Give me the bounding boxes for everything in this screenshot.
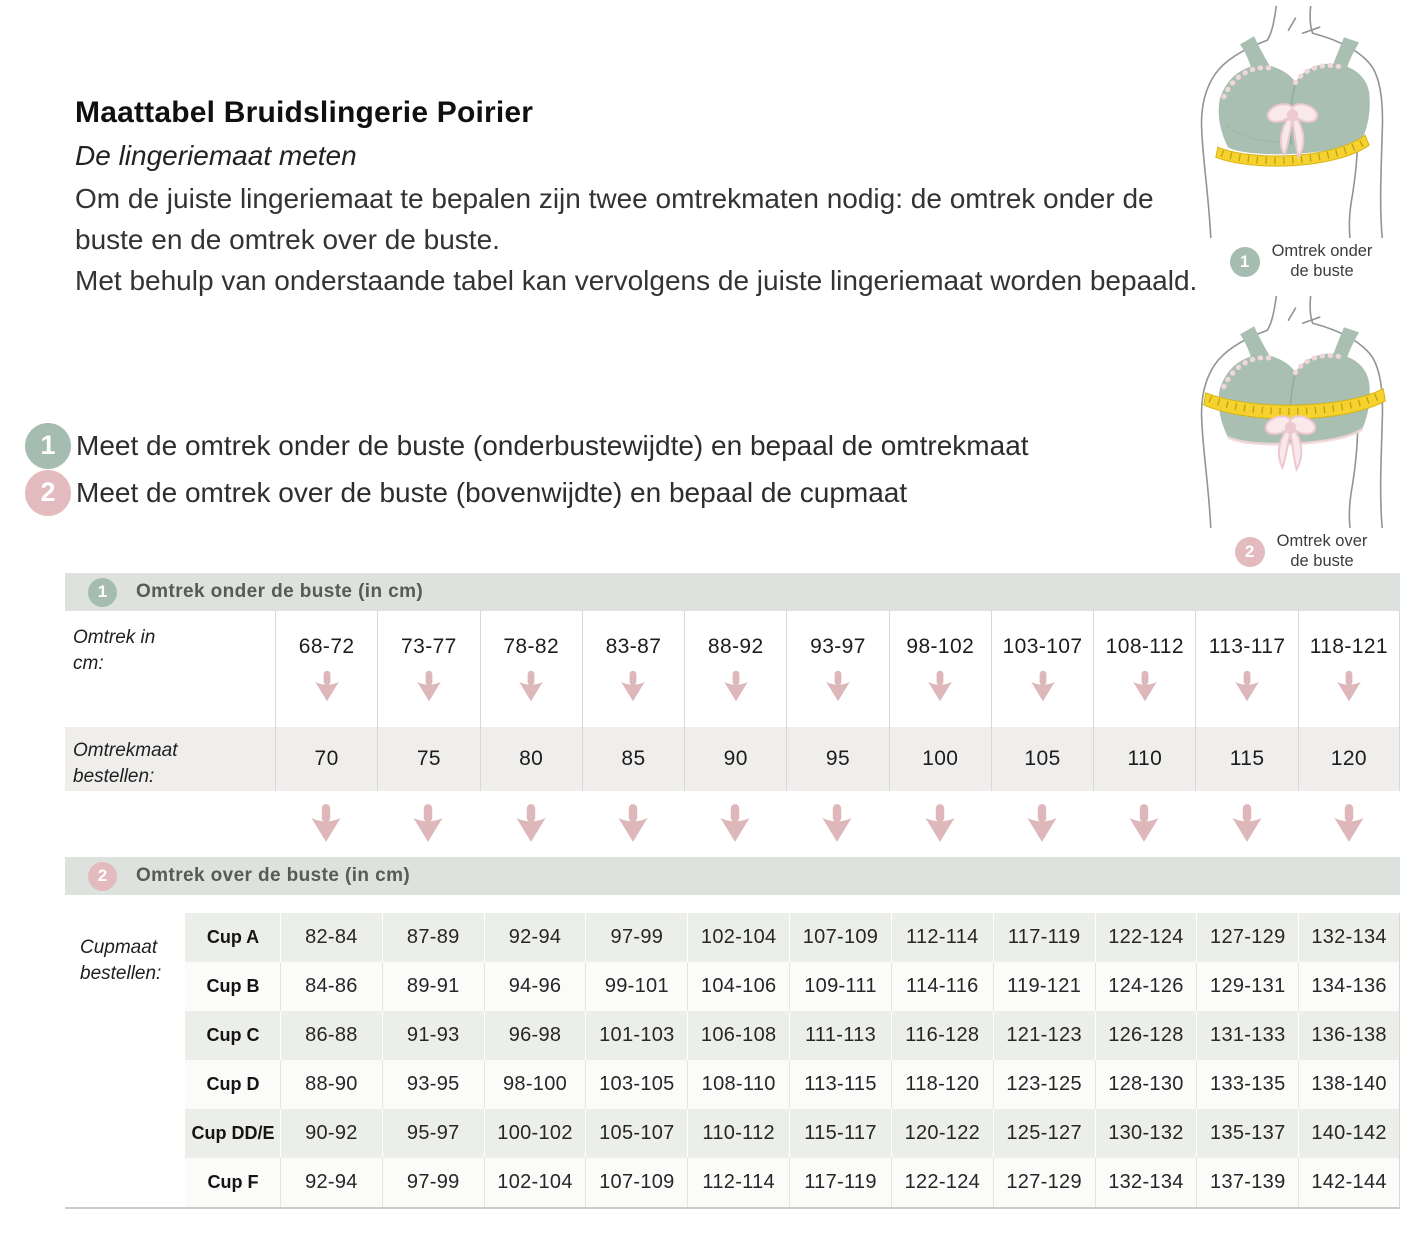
cup-range-value: 105-107 (599, 1122, 675, 1144)
cup-range-cell (585, 913, 687, 962)
underbust-range-cell (377, 611, 479, 727)
cup-range-cell (891, 1011, 993, 1060)
down-arrow-icon (414, 669, 444, 703)
order-size-cell (889, 727, 991, 791)
range-value: 88-92 (707, 635, 764, 658)
cup-range-cell (687, 1109, 789, 1158)
down-arrow-icon (721, 669, 751, 703)
cup-range-cell (789, 1158, 891, 1207)
cup-range-cell (789, 1011, 891, 1060)
cup-range-value: 117-119 (804, 1171, 877, 1193)
arrow-row (65, 791, 1400, 857)
page-subtitle: De lingeriemaat meten (75, 140, 357, 171)
range-value: 78-82 (503, 635, 560, 658)
cup-range-value: 129-131 (1210, 975, 1286, 997)
underbust-range-cell (684, 611, 786, 727)
down-arrow-icon (513, 802, 549, 844)
cup-range-cell (1196, 1011, 1298, 1060)
cup-range-value: 109-111 (804, 975, 877, 997)
down-arrow-icon (922, 802, 958, 844)
cup-range-value: 98-100 (503, 1073, 568, 1095)
cup-name-cell (185, 1109, 280, 1158)
underbust-range-cell (889, 611, 991, 727)
cup-range-value: 103-105 (599, 1073, 675, 1095)
cup-range-value: 115-117 (804, 1122, 877, 1144)
cup-range-value: 108-110 (701, 1073, 776, 1095)
cup-range-cell (585, 962, 687, 1011)
cup-range-cell (484, 962, 586, 1011)
cup-name: Cup C (206, 1025, 260, 1045)
cup-name: Cup D (206, 1074, 260, 1094)
cup-range-cell (1095, 962, 1197, 1011)
order-size-cell (1195, 727, 1297, 791)
arrow-cell (377, 791, 479, 857)
cup-range-cell (1298, 1158, 1400, 1207)
cup-range-value: 88-90 (305, 1073, 358, 1095)
down-arrow-icon (1130, 669, 1160, 703)
cup-range-cell (993, 1109, 1095, 1158)
cup-range-cell (687, 962, 789, 1011)
cup-range-cell (1196, 1109, 1298, 1158)
arrow-cell (480, 791, 582, 857)
cup-range-cell (1298, 1109, 1400, 1158)
cup-range-cell (687, 913, 789, 962)
cup-range-cell (484, 913, 586, 962)
cup-range-cell (280, 913, 382, 962)
cup-row (185, 962, 1400, 1011)
order-size-value: 95 (825, 747, 851, 770)
cup-range-value: 126-128 (1108, 1024, 1184, 1046)
cup-range-value: 97-99 (610, 926, 664, 948)
cup-range-value: 134-136 (1311, 975, 1387, 997)
cup-range-value: 131-133 (1210, 1024, 1286, 1046)
cup-range-value: 137-139 (1210, 1171, 1286, 1193)
cup-range-cell (484, 1011, 586, 1060)
intro-paragraph-2: Met behulp van onderstaande tabel kan vervolgens de juiste lingeriemaat worden bepaald. (75, 265, 1198, 297)
cup-range-cell (1095, 1109, 1197, 1158)
arrow-cell (1298, 791, 1400, 857)
cup-range-cell (1196, 962, 1298, 1011)
instruction-step-2 (25, 469, 1029, 516)
cup-range-value: 112-114 (702, 1171, 775, 1193)
order-size-value: 105 (1024, 747, 1061, 770)
cup-range-value: 97-99 (406, 1171, 460, 1193)
down-arrow-icon (1024, 802, 1060, 844)
cup-range-value: 100-102 (497, 1122, 573, 1144)
underbust-range-cell (786, 611, 888, 727)
cup-range-value: 111-113 (804, 1024, 877, 1046)
cup-range-cell (1196, 1060, 1298, 1109)
cup-range-cell (891, 1109, 993, 1158)
cup-range-cell (1095, 1011, 1197, 1060)
underbust-range-cell (991, 611, 1093, 727)
cup-name-cell (185, 1158, 280, 1207)
cup-name-cell (185, 913, 280, 962)
cup-range-value: 121-123 (1006, 1024, 1082, 1046)
down-arrow-icon (1334, 669, 1364, 703)
cup-range-value: 102-104 (497, 1171, 573, 1193)
cup-range-cell (993, 1158, 1095, 1207)
cup-range-value: 93-95 (406, 1073, 460, 1095)
underbust-range-cell (1093, 611, 1195, 727)
cup-name-cell (185, 962, 280, 1011)
cup-range-value: 86-88 (305, 1024, 358, 1046)
cup-range-cell (1196, 1158, 1298, 1207)
figure-over-bust (1190, 296, 1412, 572)
cup-range-value: 128-130 (1108, 1073, 1184, 1095)
order-size-value: 75 (416, 747, 441, 770)
order-size-cell (275, 727, 377, 791)
order-size-cell (991, 727, 1093, 791)
down-arrow-icon (1229, 802, 1265, 844)
section-1-header (65, 573, 1400, 611)
arrow-cell (991, 791, 1093, 857)
range-value: 113-117 (1208, 635, 1286, 658)
cup-name: Cup F (207, 1172, 259, 1192)
underbust-range-cell (275, 611, 377, 727)
order-size-cell (786, 727, 888, 791)
cup-range-value: 136-138 (1311, 1024, 1387, 1046)
cup-range-value: 84-86 (305, 975, 358, 997)
section-1-badge: 1 (88, 578, 117, 607)
underbust-range-cell (582, 611, 684, 727)
cup-name-cell (185, 1011, 280, 1060)
range-value: 73-77 (401, 635, 457, 658)
arrow-cell (786, 791, 888, 857)
cup-range-value: 119-121 (1007, 975, 1082, 997)
order-size-cell (684, 727, 786, 791)
cup-range-value: 104-106 (700, 975, 777, 997)
down-arrow-icon (819, 802, 855, 844)
cup-range-cell (993, 913, 1095, 962)
cup-range-value: 127-129 (1210, 926, 1286, 948)
figure-2-caption-text: Omtrek over de buste (1276, 532, 1368, 570)
range-value: 98-102 (906, 635, 975, 658)
cup-range-cell (891, 1158, 993, 1207)
cup-range-value: 102-104 (700, 926, 777, 948)
cup-range-value: 122-124 (1108, 926, 1184, 948)
cup-range-value: 125-127 (1006, 1122, 1082, 1144)
cup-range-value: 124-126 (1108, 975, 1184, 997)
cup-range-cell (585, 1060, 687, 1109)
cup-range-cell (382, 1109, 484, 1158)
cup-range-value: 107-109 (599, 1171, 675, 1193)
instruction-list (25, 422, 1029, 516)
cup-range-value: 118-120 (905, 1073, 980, 1095)
step-1-badge: 1 (25, 423, 71, 469)
arrow-cell (582, 791, 684, 857)
step-2-text: Meet de omtrek over de buste (bovenwijdte) en bepaal de cupmaat (76, 476, 908, 508)
figure-under-bust (1190, 6, 1412, 282)
order-size-value: 90 (723, 747, 748, 770)
cup-range-cell (1298, 962, 1400, 1011)
cup-row (185, 1109, 1400, 1158)
order-size-value: 120 (1330, 747, 1367, 770)
cup-range-value: 91-93 (406, 1024, 460, 1046)
cup-range-cell (1298, 1060, 1400, 1109)
range-value: 93-97 (810, 635, 866, 658)
cup-range-cell (1196, 913, 1298, 962)
down-arrow-icon (312, 669, 342, 703)
cup-range-value: 110-112 (702, 1122, 775, 1144)
cup-range-value: 116-128 (905, 1024, 980, 1046)
cup-row (185, 1060, 1400, 1109)
cup-name-cell (185, 1060, 280, 1109)
cup-range-cell (789, 962, 891, 1011)
cup-range-value: 107-109 (802, 926, 879, 948)
down-arrow-icon (615, 802, 651, 844)
down-arrow-icon (1126, 802, 1162, 844)
cup-name: Cup A (206, 927, 260, 947)
down-arrow-icon (410, 802, 446, 844)
cup-range-value: 135-137 (1210, 1122, 1286, 1144)
cup-range-cell (687, 1158, 789, 1207)
cup-range-cell (585, 1011, 687, 1060)
cup-range-cell (382, 1011, 484, 1060)
order-size-value: 110 (1127, 747, 1163, 770)
cup-range-cell (382, 913, 484, 962)
cup-row (185, 913, 1400, 962)
size-table (65, 573, 1400, 1209)
underbust-range-cell (1195, 611, 1297, 727)
cup-row (185, 1011, 1400, 1060)
cup-name: Cup B (206, 976, 260, 996)
order-size-row (65, 727, 1400, 791)
range-value: 68-72 (298, 635, 355, 658)
figure-2-badge: 2 (1235, 537, 1265, 567)
order-size-cell (480, 727, 582, 791)
cup-range-value: 101-103 (599, 1024, 675, 1046)
cup-range-value: 123-125 (1006, 1073, 1082, 1095)
order-size-value: 100 (922, 747, 959, 770)
cup-range-cell (687, 1060, 789, 1109)
cup-range-value: 95-97 (406, 1122, 460, 1144)
cup-range-cell (687, 1011, 789, 1060)
cup-range-cell (382, 1060, 484, 1109)
order-size-label: Omtrekmaat bestellen: (73, 740, 178, 787)
figure-1-badge: 1 (1230, 247, 1260, 277)
cup-range-value: 96-98 (508, 1024, 562, 1046)
order-size-value: 70 (314, 747, 339, 770)
order-size-cell (582, 727, 684, 791)
section-2-header (65, 857, 1400, 895)
cup-range-cell (993, 962, 1095, 1011)
cup-range-cell (1095, 1060, 1197, 1109)
cup-range-value: 90-92 (305, 1122, 358, 1144)
cup-range-cell (484, 1109, 586, 1158)
cup-range-cell (280, 962, 382, 1011)
range-value: 108-112 (1105, 635, 1184, 658)
cup-range-value: 132-134 (1108, 1171, 1184, 1193)
cup-range-cell (280, 1158, 382, 1207)
underbust-range-cell (1298, 611, 1400, 727)
figure-1-caption (1190, 242, 1412, 282)
arrow-row-spacer (65, 791, 275, 857)
down-arrow-icon (925, 669, 955, 703)
arrow-cell (684, 791, 786, 857)
cup-range-value: 92-94 (305, 1171, 358, 1193)
cup-range-cell (891, 913, 993, 962)
cup-range-value: 89-91 (406, 975, 460, 997)
cup-range-value: 142-144 (1311, 1171, 1387, 1193)
cup-range-cell (789, 1060, 891, 1109)
order-size-value: 115 (1229, 747, 1265, 770)
down-arrow-icon (618, 669, 648, 703)
range-value: 103-107 (1002, 635, 1083, 658)
cup-range-value: 122-124 (904, 1171, 981, 1193)
cup-range-value: 132-134 (1311, 926, 1387, 948)
cup-range-cell (382, 1158, 484, 1207)
cup-range-value: 140-142 (1311, 1122, 1387, 1144)
cup-range-cell (382, 962, 484, 1011)
cup-range-cell (789, 1109, 891, 1158)
order-size-cell (377, 727, 479, 791)
cup-name: Cup DD/E (191, 1123, 275, 1143)
cup-range-value: 120-122 (904, 1122, 981, 1144)
cup-range-value: 92-94 (508, 926, 562, 948)
section-2-badge: 2 (88, 862, 117, 891)
cup-range-cell (585, 1158, 687, 1207)
step-2-badge: 2 (25, 470, 71, 516)
order-size-cell (1093, 727, 1195, 791)
intro-paragraph-1: Om de juiste lingeriemaat te bepalen zijn twee omtrekmaten nodig: de omtrek onder de buste en de omtrek over de buste. (75, 183, 1154, 256)
step-1-text: Meet de omtrek onder de buste (onderbustewijdte) en bepaal de omtrekmaat (76, 429, 1029, 461)
cup-range-cell (280, 1011, 382, 1060)
down-arrow-icon (1232, 669, 1262, 703)
order-size-cell (1298, 727, 1400, 791)
order-size-value: 80 (519, 747, 544, 770)
intro-section (75, 96, 1210, 301)
figure-1-caption-text: Omtrek onder de buste (1271, 242, 1373, 280)
bra-under-bust-illustration (1190, 6, 1400, 238)
arrow-cell (275, 791, 377, 857)
cup-range-value: 94-96 (508, 975, 562, 997)
cup-range-cell (1298, 913, 1400, 962)
cup-range-cell (484, 1060, 586, 1109)
cup-size-label: Cupmaat bestellen: (80, 937, 162, 984)
cup-range-value: 133-135 (1210, 1073, 1286, 1095)
section-1-title: Omtrek onder de buste (in cm) (136, 581, 424, 602)
cup-range-cell (993, 1060, 1095, 1109)
cup-table (65, 913, 1400, 1209)
arrow-cell (889, 791, 991, 857)
down-arrow-icon (308, 802, 344, 844)
arrow-cell (1093, 791, 1195, 857)
cup-range-value: 138-140 (1311, 1073, 1387, 1095)
down-arrow-icon (1028, 669, 1058, 703)
cup-row (185, 1158, 1400, 1207)
underbust-range-cell (480, 611, 582, 727)
section-2-title: Omtrek over de buste (in cm) (136, 865, 411, 886)
cup-range-cell (1298, 1011, 1400, 1060)
cup-range-cell (891, 1060, 993, 1109)
cup-range-cell (1095, 1158, 1197, 1207)
range-value: 83-87 (605, 635, 662, 658)
cup-table-rows (65, 913, 1400, 1207)
cup-range-cell (1095, 913, 1197, 962)
underbust-range-row (65, 611, 1400, 727)
order-size-value: 85 (621, 747, 646, 770)
cup-range-value: 117-119 (1007, 926, 1081, 948)
down-arrow-icon (823, 669, 853, 703)
bra-over-bust-illustration (1190, 296, 1400, 528)
instruction-step-1 (25, 422, 1029, 469)
figure-2-caption (1190, 532, 1412, 572)
cup-range-value: 82-84 (305, 926, 358, 948)
down-arrow-icon (1331, 802, 1367, 844)
cup-range-value: 87-89 (406, 926, 460, 948)
cup-range-value: 106-108 (700, 1024, 777, 1046)
cup-range-cell (280, 1060, 382, 1109)
arrow-cell (1195, 791, 1297, 857)
cup-range-value: 130-132 (1108, 1122, 1184, 1144)
cup-range-cell (891, 962, 993, 1011)
cup-range-cell (993, 1011, 1095, 1060)
cup-range-cell (585, 1109, 687, 1158)
down-arrow-icon (717, 802, 753, 844)
cup-range-value: 99-101 (604, 975, 669, 997)
cup-range-value: 112-114 (906, 926, 979, 948)
range-value: 118-121 (1309, 635, 1389, 658)
cup-range-cell (484, 1158, 586, 1207)
down-arrow-icon (516, 669, 546, 703)
cup-range-value: 113-115 (804, 1073, 877, 1095)
cup-range-value: 127-129 (1006, 1171, 1082, 1193)
cup-range-value: 114-116 (906, 975, 979, 997)
page-title: Maattabel Bruidslingerie Poirier (75, 96, 534, 129)
cup-range-cell (280, 1109, 382, 1158)
underbust-range-label: Omtrek in cm: (73, 627, 156, 674)
cup-range-cell (789, 913, 891, 962)
